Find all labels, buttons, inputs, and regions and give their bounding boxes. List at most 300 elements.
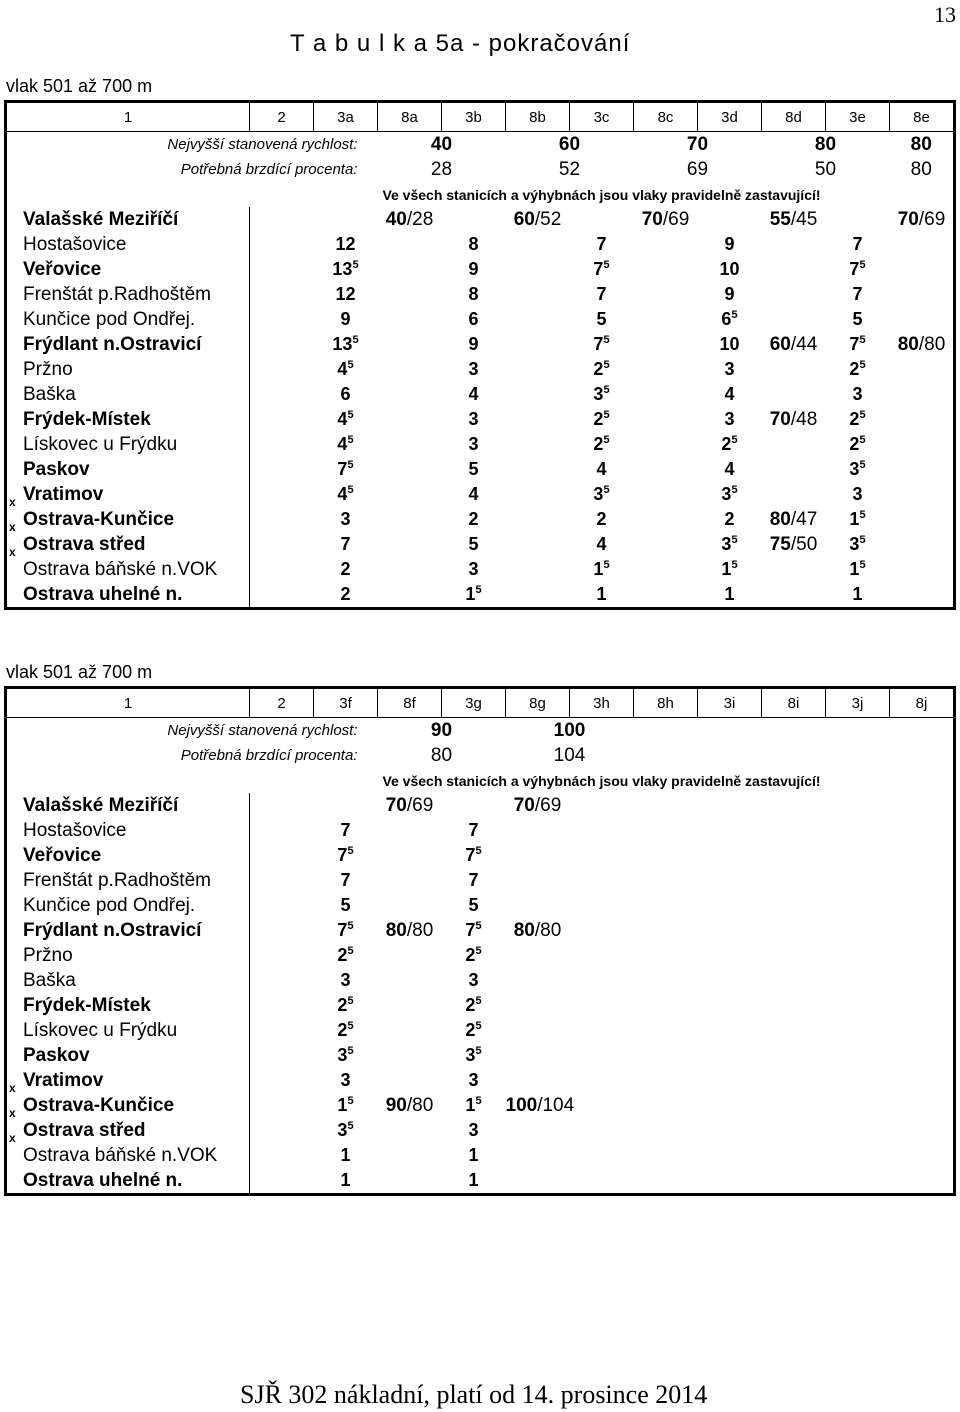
time-cell [890,1168,954,1195]
time-cell [698,1118,762,1143]
time-cell [378,357,442,382]
time-cell: 7 [340,870,351,890]
time-cell [634,357,698,382]
brake-value: 69 [686,158,709,180]
time-cell: $1^5$ [849,559,866,579]
table-row [6,793,955,818]
station-name: Pržno [23,944,73,966]
time-cell [826,793,890,818]
brake-value: 50 [814,158,837,180]
time-cell [506,357,570,382]
station-name: Valašské Meziříčí [23,794,179,816]
time-cell [634,943,698,968]
speed-brake-cell: 70/69 [385,794,434,816]
time-cell: 7 [468,870,479,890]
time-cell [634,843,698,868]
station-name: Hostašovice [23,233,127,255]
time-cell [634,993,698,1018]
time-cell [890,557,954,582]
time-cell: $4^5$ [337,359,354,379]
station-name: Lískovec u Frýdku [23,433,178,455]
time-cell [634,307,698,332]
brake-value: 104 [553,744,586,766]
time-cell: 3 [724,409,735,429]
brake-row [6,743,955,768]
time-cell: $7^5$ [849,334,866,354]
time-cell [698,207,762,232]
time-cell: 3 [724,359,735,379]
header-cell: 8d [762,102,826,132]
time-cell [506,1018,570,1043]
time-cell [762,1118,826,1143]
station-name: Frýdlant n.Ostravicí [23,919,202,941]
table-row [6,307,955,332]
speed-brake-cell: 100/104 [505,1094,575,1116]
header-cell: 2 [250,688,314,718]
speed-brake-cell: 60/44 [769,333,818,355]
station-name: Veřovice [23,258,102,280]
time-cell: $1^5$ [849,509,866,529]
time-cell: $1^5$ [593,559,610,579]
time-cell [378,1168,442,1195]
station-name: Ostrava báňské n.VOK [23,558,218,580]
time-cell: $13^5$ [332,259,359,279]
station-name: Pržno [23,358,73,380]
time-cell [634,893,698,918]
header-cell: 3b [442,102,506,132]
speed-brake-cell: 70/48 [769,408,818,430]
header-cell: 3j [826,688,890,718]
time-cell: $2^5$ [337,995,354,1015]
header-cell: 1 [6,688,250,718]
time-cell [762,432,826,457]
speed-value [890,718,955,744]
time-cell [698,968,762,993]
time-cell [890,282,954,307]
time-cell [506,968,570,993]
time-cell: 1 [596,584,607,604]
time-cell [634,1018,698,1043]
speed-brake-cell: 40/28 [385,208,434,230]
time-cell: 5 [852,309,863,329]
time-cell: $7^5$ [593,259,610,279]
route-marker: x [9,495,16,509]
time-cell [634,407,698,432]
time-cell: 2 [596,509,607,529]
speed-row [6,718,955,744]
time-cell [378,257,442,282]
time-cell [826,943,890,968]
station-name: Ostrava uhelné n. [23,583,183,605]
brake-row [6,157,955,182]
time-cell [634,332,698,357]
station-name: Paskov [23,1044,90,1066]
speed-brake-cell: 80/80 [385,919,434,941]
time-cell: 3 [340,509,351,529]
time-cell [698,1168,762,1195]
station-name: Frenštát p.Radhoštěm [23,283,211,305]
brake-label: Potřebná brzdící procenta: [180,161,358,178]
time-cell [890,407,954,432]
time-cell: 2 [340,559,351,579]
time-cell [314,793,378,818]
time-cell: 3 [468,409,479,429]
time-cell: $2^5$ [721,434,738,454]
time-cell [890,793,954,818]
time-cell: $2^5$ [849,434,866,454]
time-cell: 5 [340,895,351,915]
time-cell [890,818,954,843]
time-cell: $3^5$ [337,1120,354,1140]
station-name: Ostrava uhelné n. [23,1169,183,1191]
time-cell: $1^5$ [465,1095,482,1115]
station-name: Lískovec u Frýdku [23,1019,178,1041]
time-cell: $4^5$ [337,484,354,504]
brake-value [762,743,890,768]
time-cell [634,582,698,609]
time-cell: 4 [724,459,735,479]
time-cell [506,843,570,868]
station-name: Frýdek-Místek [23,994,151,1016]
time-cell [570,793,634,818]
time-cell [570,893,634,918]
time-cell [826,1118,890,1143]
time-cell [762,382,826,407]
time-cell [634,432,698,457]
time-cell: 6 [340,384,351,404]
time-cell [506,818,570,843]
time-cell: $7^5$ [465,845,482,865]
table-row [6,918,955,943]
time-cell [442,793,506,818]
time-cell: 8 [468,284,479,304]
time-cell [506,407,570,432]
speed-table-2 [4,686,956,1196]
time-cell [890,232,954,257]
time-cell [890,482,954,507]
table-row [6,943,955,968]
time-cell: 7 [596,284,607,304]
table-row [6,1118,955,1143]
table-row [6,1093,955,1118]
table-row [6,582,955,609]
brake-value: 52 [558,158,581,180]
time-cell [762,1043,826,1068]
time-cell: 9 [468,259,479,279]
time-cell: 3 [468,1120,479,1140]
header-cell: 8g [506,688,570,718]
time-cell: 9 [340,309,351,329]
header-cell: 3e [826,102,890,132]
time-cell: $2^5$ [465,945,482,965]
speed-brake-cell: 70/69 [641,208,690,230]
time-cell [762,557,826,582]
header-cell: 3a [314,102,378,132]
time-cell [762,993,826,1018]
time-cell: $2^5$ [593,409,610,429]
time-cell: 4 [724,384,735,404]
time-cell: $2^5$ [337,1020,354,1040]
route-marker: x [9,1081,16,1095]
brake-value: 80 [910,158,932,180]
table-row [6,432,955,457]
time-cell [570,1093,634,1118]
time-cell [378,382,442,407]
table-row [6,818,955,843]
time-cell [762,818,826,843]
speed-brake-cell: 75/50 [769,533,818,555]
station-name: Ostrava-Kunčice [23,508,175,530]
time-cell [378,232,442,257]
time-cell [762,918,826,943]
time-cell: 3 [468,434,479,454]
time-cell: 9 [724,234,735,254]
time-cell [890,357,954,382]
time-cell [826,1168,890,1195]
table-row [6,557,955,582]
header-cell: 8c [634,102,698,132]
time-cell [378,1043,442,1068]
speed-brake-cell: 60/52 [513,208,562,230]
time-cell: 6 [468,309,479,329]
time-cell [698,793,762,818]
time-cell: 1 [468,1170,479,1190]
time-cell: $2^5$ [849,359,866,379]
time-cell: 10 [719,259,740,279]
time-cell: 2 [468,509,479,529]
time-cell: 3 [468,559,479,579]
time-cell [506,1043,570,1068]
time-cell: $7^5$ [337,845,354,865]
time-cell: 5 [468,534,479,554]
time-cell [634,818,698,843]
time-cell [890,532,954,557]
header-cell: 8j [890,688,954,718]
time-cell [442,207,506,232]
table-row [6,1018,955,1043]
time-cell: $1^5$ [465,584,482,604]
time-cell [762,307,826,332]
time-cell [890,1068,954,1093]
header-cell: 3c [570,102,634,132]
table-row [6,482,955,507]
table-row [6,1043,955,1068]
time-cell [634,532,698,557]
time-cell [762,1068,826,1093]
time-cell: $2^5$ [465,1020,482,1040]
time-cell: 7 [468,820,479,840]
station-name: Vratimov [23,483,104,505]
table2-caption: vlak 501 až 700 m [6,662,153,682]
time-cell [890,257,954,282]
speed-value: 80 [814,133,837,155]
stop-note: Ve všech stanicích a výhybnách jsou vlaky pravidelně zastavující! [382,772,821,789]
speed-brake-cell: 80/80 [513,919,562,941]
time-cell [378,582,442,609]
time-cell [698,1043,762,1068]
speed-row [6,132,955,158]
time-cell [762,232,826,257]
time-cell: 4 [468,484,479,504]
time-cell [378,432,442,457]
header-cell: 3g [442,688,506,718]
time-cell [698,818,762,843]
speed-value [634,718,762,744]
time-cell [698,1143,762,1168]
station-name: Ostrava-Kunčice [23,1094,175,1116]
time-cell [826,207,890,232]
time-cell [826,993,890,1018]
time-cell: 1 [724,584,735,604]
time-cell: 12 [335,234,356,254]
time-cell [890,1018,954,1043]
time-cell: 4 [596,459,607,479]
time-cell: 7 [852,284,863,304]
note-row [6,182,955,207]
time-cell [698,843,762,868]
time-cell [506,943,570,968]
speed-value: 60 [558,133,581,155]
time-cell [826,1068,890,1093]
time-cell [506,557,570,582]
time-cell [762,943,826,968]
time-cell [570,1068,634,1093]
time-cell: 5 [468,459,479,479]
time-cell [890,432,954,457]
time-cell: 5 [596,309,607,329]
time-cell [826,843,890,868]
time-cell: $3^5$ [337,1045,354,1065]
time-cell [634,1168,698,1195]
header-row [6,102,955,132]
time-cell [698,1018,762,1043]
table-row [6,332,955,357]
time-cell [634,257,698,282]
time-cell: $2^5$ [593,359,610,379]
speed-value: 40 [430,133,453,155]
time-cell [506,868,570,893]
time-cell [570,943,634,968]
header-cell: 8i [762,688,826,718]
time-cell: $13^5$ [332,334,359,354]
station-name: Valašské Meziříčí [23,208,179,230]
time-cell [506,893,570,918]
table-row [6,1068,955,1093]
time-cell [634,1043,698,1068]
time-cell: $7^5$ [849,259,866,279]
header-cell: 8e [890,102,954,132]
table-row [6,532,955,557]
time-cell [826,968,890,993]
route-marker: x [9,1106,16,1120]
time-cell [698,943,762,968]
time-cell: $3^5$ [721,534,738,554]
time-cell [378,1143,442,1168]
time-cell [634,1093,698,1118]
time-cell: 5 [468,895,479,915]
table-row [6,968,955,993]
speed-brake-cell: 80/80 [897,333,946,355]
table-row [6,207,955,232]
time-cell [826,818,890,843]
header-row [6,688,955,718]
time-cell: $7^5$ [337,920,354,940]
route-marker: x [9,520,16,534]
time-cell [378,282,442,307]
time-cell [570,1018,634,1043]
station-name: Ostrava střed [23,1119,146,1141]
time-cell [762,843,826,868]
time-cell [762,582,826,609]
route-marker: x [9,1131,16,1145]
time-cell [826,918,890,943]
time-cell [570,1168,634,1195]
speed-brake-cell: 80/47 [769,508,818,530]
time-cell: $6^5$ [721,309,738,329]
speed-brake-cell: 70/69 [513,794,562,816]
header-cell: 3d [698,102,762,132]
speed-brake-cell: 90/80 [385,1094,434,1116]
time-cell [762,968,826,993]
time-cell: 1 [852,584,863,604]
speed-brake-cell: 70/69 [897,208,946,230]
time-cell [378,1018,442,1043]
station-name: Baška [23,969,76,991]
time-cell [698,1093,762,1118]
time-cell [506,1118,570,1143]
time-cell [762,1093,826,1118]
speed-value: 90 [430,719,453,741]
station-name: Ostrava báňské n.VOK [23,1144,218,1166]
page-title: T a b u l k a 5a - pokračování [290,30,631,57]
brake-value: 80 [430,744,453,766]
speed-value: 100 [553,719,586,741]
time-cell: $2^5$ [465,995,482,1015]
time-cell [762,282,826,307]
time-cell: 7 [340,820,351,840]
time-cell: 1 [340,1145,351,1165]
time-cell [570,207,634,232]
header-cell: 8a [378,102,442,132]
time-cell [378,457,442,482]
time-cell [570,968,634,993]
header-cell: 1 [6,102,250,132]
time-cell [506,532,570,557]
time-cell: $4^5$ [337,434,354,454]
time-cell [570,818,634,843]
time-cell [762,893,826,918]
time-cell [634,968,698,993]
time-cell [698,918,762,943]
header-cell: 3i [698,688,762,718]
station-name: Paskov [23,458,90,480]
station-name: Frenštát p.Radhoštěm [23,869,211,891]
time-cell [634,457,698,482]
time-cell [634,557,698,582]
station-name: Frýdlant n.Ostravicí [23,333,202,355]
time-cell [634,1143,698,1168]
time-cell [890,918,954,943]
note-row [6,768,955,793]
time-cell [634,1118,698,1143]
time-cell: 4 [596,534,607,554]
time-cell [506,993,570,1018]
time-cell [826,1018,890,1043]
time-cell [634,918,698,943]
brake-value: 28 [430,158,453,180]
time-cell [378,407,442,432]
speed-label: Nejvyšší stanovená rychlost: [167,136,358,153]
